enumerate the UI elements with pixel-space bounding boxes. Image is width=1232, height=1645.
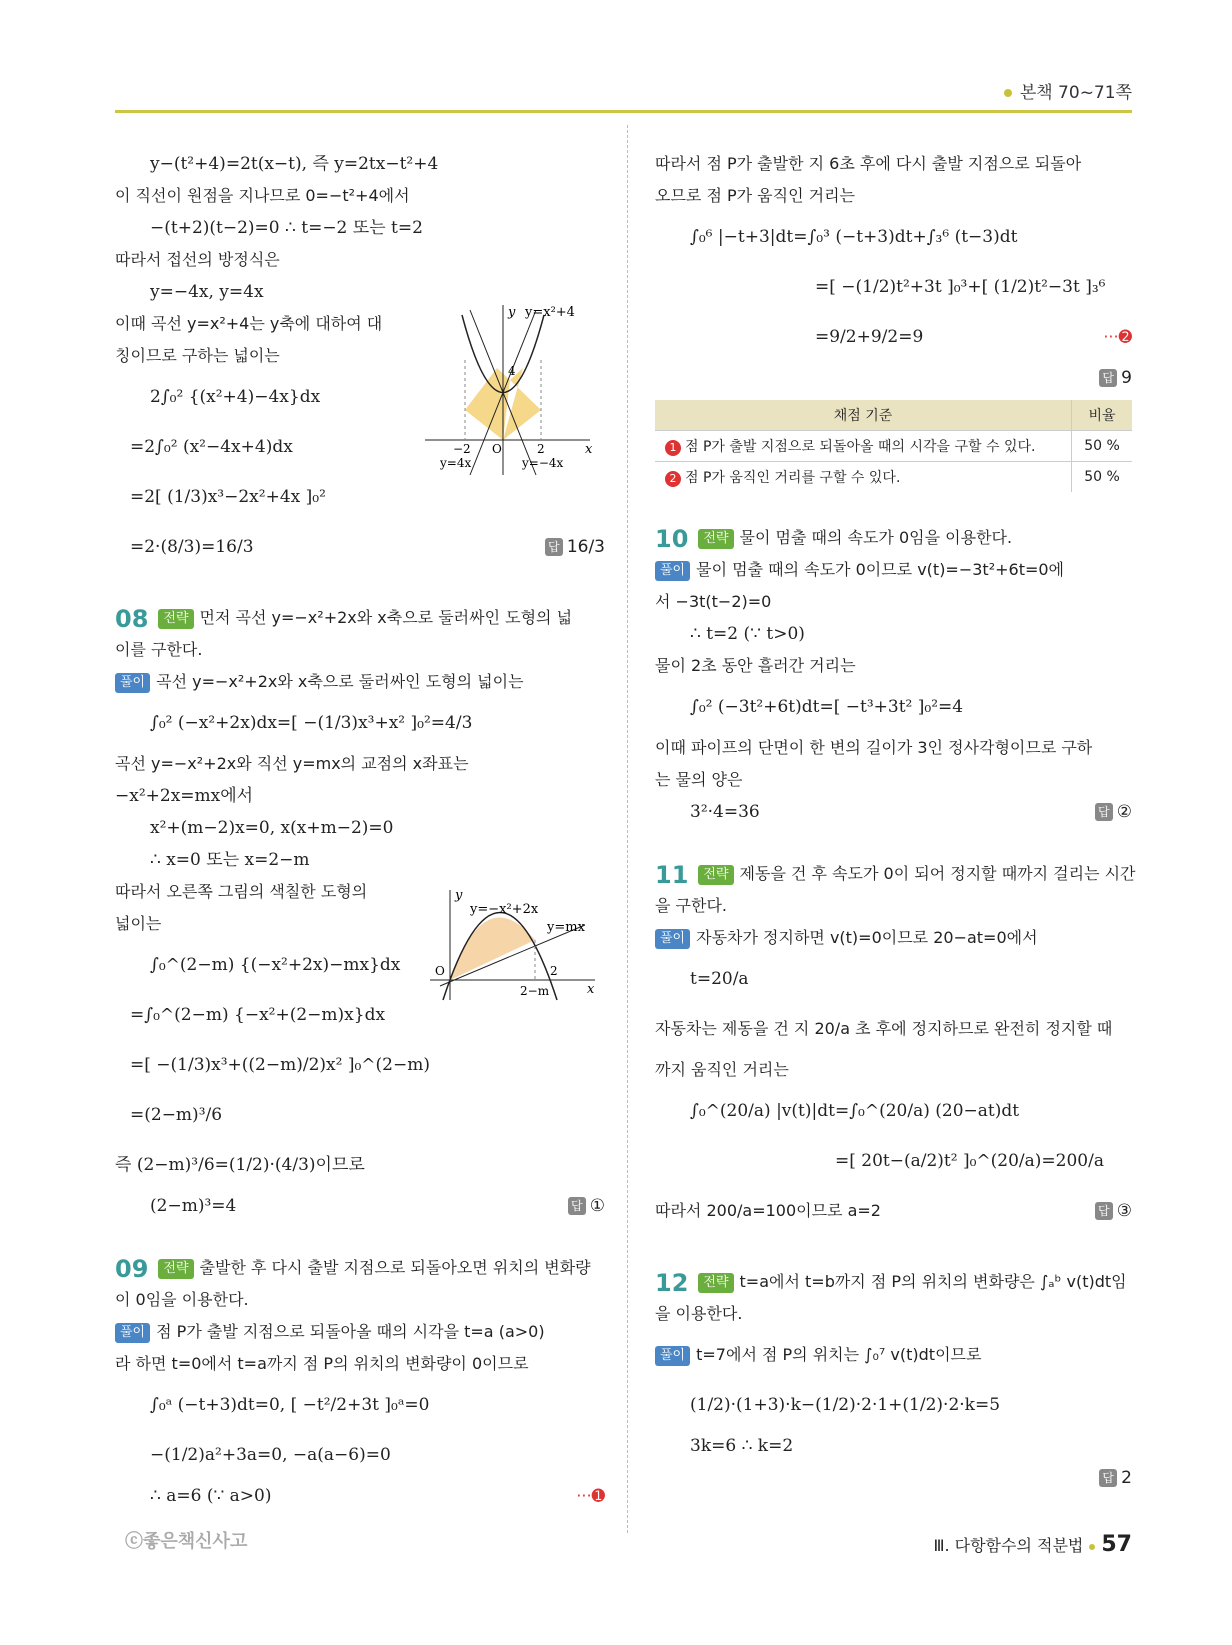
circle-number: 2 xyxy=(665,471,681,487)
text-line: 이 직선이 원점을 지나므로 0=−t²+4에서 xyxy=(115,186,410,205)
page-info xyxy=(933,1532,1132,1557)
curve-label: y=−x²+2x xyxy=(470,902,539,917)
text-line: 곡선 y=−x²+2x와 직선 y=mx의 교점의 x좌표는 xyxy=(115,754,469,773)
answer xyxy=(568,1190,605,1222)
line-label: y=mx xyxy=(547,920,585,935)
answer-badge: 답 xyxy=(1095,1202,1113,1220)
y-label: y xyxy=(508,305,516,320)
problem-11-strategy xyxy=(655,858,1136,890)
solution-text: 곡선 y=−x²+2x와 x축으로 둘러싸인 도형의 넓이는 xyxy=(156,672,524,691)
step-marker: ···➋ xyxy=(1103,327,1132,346)
text-line: 라 하면 t=0에서 t=a까지 점 P의 위치의 변화량이 0이므로 xyxy=(115,1354,529,1373)
math-line: ∴ t=2 (∵ t>0) xyxy=(690,624,805,644)
strategy-text: 출발한 후 다시 출발 지점으로 되돌아오면 위치의 변화량 xyxy=(199,1258,591,1277)
tick-label: 4 xyxy=(508,364,516,378)
answer-value: 16/3 xyxy=(566,537,605,557)
math-line: =[ −(1/3)x³+((2−m)/2)x² ]₀^(2−m) xyxy=(130,1055,430,1075)
x-label: x xyxy=(587,982,595,997)
answer-value: 2 xyxy=(1121,1468,1132,1488)
math-line: =[ −(1/2)t²+3t ]₀³+[ (1/2)t²−3t ]₃⁶ xyxy=(815,277,1106,297)
strategy-tag: 전략 xyxy=(698,865,733,885)
strategy-text-cont: 이 0임을 이용한다. xyxy=(115,1290,249,1309)
strategy-text: 먼저 곡선 y=−x²+2x와 x축으로 둘러싸인 도형의 넓 xyxy=(199,608,573,627)
math-line xyxy=(115,1190,605,1222)
strategy-text-cont: 을 이용한다. xyxy=(655,1304,743,1323)
tick-label: O xyxy=(435,964,445,978)
text-line: 는 물의 양은 xyxy=(655,770,743,789)
text-line: 물이 2초 동안 흘러간 거리는 xyxy=(655,656,856,675)
solution-tag: 풀이 xyxy=(655,1346,690,1366)
criteria-text: 점 P가 움직인 거리를 구할 수 있다. xyxy=(685,470,901,486)
answer xyxy=(545,522,605,572)
solution-text: t=7에서 점 P의 위치는 ∫₀⁷ v(t)dt이므로 xyxy=(696,1345,982,1364)
solution-text: 물이 멈출 때의 속도가 0이므로 v(t)=−3t²+6t=0에 xyxy=(696,560,1065,579)
solution-text: 점 P가 출발 지점으로 되돌아올 때의 시각을 t=a (a>0) xyxy=(156,1322,545,1341)
math-line: x²+(m−2)x=0, x(x+m−2)=0 xyxy=(150,818,394,838)
problem-number: 12 xyxy=(655,1268,689,1297)
bullet-icon xyxy=(1004,89,1012,97)
problem-09-strategy xyxy=(115,1252,605,1284)
tick-label: 2 xyxy=(537,442,545,456)
strategy-text-cont: 을 구한다. xyxy=(655,896,727,915)
math-line: =∫₀^(2−m) {−x²+(2−m)x}dx xyxy=(130,1005,386,1025)
math-line: (1/2)·(1+3)·k−(1/2)·2·1+(1/2)·2·k=5 xyxy=(690,1395,1001,1415)
page-number: 57 xyxy=(1101,1532,1132,1557)
answer xyxy=(1099,362,1132,394)
solution-text: 자동차가 정지하면 v(t)=0이므로 20−at=0에서 xyxy=(696,928,1038,947)
text-line: 따라서 점 P가 출발한 지 6초 후에 다시 출발 지점으로 되돌아 xyxy=(655,154,1082,173)
text-line: 넓이는 xyxy=(115,914,162,933)
solution-line xyxy=(115,1316,605,1348)
answer-badge: 답 xyxy=(1099,369,1117,387)
circle-number: 1 xyxy=(665,440,681,456)
answer xyxy=(1095,1186,1132,1236)
solution-line xyxy=(655,922,1132,954)
x-label: x xyxy=(585,442,593,457)
tick-label: −2 xyxy=(453,442,471,456)
problem-12-strategy xyxy=(655,1266,1132,1298)
answer-value: ① xyxy=(589,1196,605,1216)
math-line xyxy=(655,796,1132,828)
curve-label: y=x²+4 xyxy=(525,305,575,320)
text-line: 까지 움직인 거리는 xyxy=(655,1060,789,1079)
line-label: y=−4x xyxy=(522,456,564,470)
math-line: y−(t²+4)=2t(x−t), 즉 y=2tx−t²+4 xyxy=(150,154,439,174)
chapter-title: Ⅲ. 다항함수의 적분법 xyxy=(933,1536,1084,1555)
math-line: −(t+2)(t−2)=0 ∴ t=−2 또는 t=2 xyxy=(150,218,423,238)
strategy-text: 제동을 건 후 속도가 0이 되어 정지할 때까지 걸리는 시간 xyxy=(739,864,1136,883)
math-line: =(2−m)³/6 xyxy=(130,1105,223,1125)
solution-tag: 풀이 xyxy=(655,929,690,949)
text-line: 오므로 점 P가 움직인 거리는 xyxy=(655,186,856,205)
math-line: ∫₀^(20/a) |v(t)|dt=∫₀^(20/a) (20−at)dt xyxy=(690,1101,1020,1121)
answer-badge: 답 xyxy=(545,538,563,556)
solution-line xyxy=(655,1330,1132,1380)
answer xyxy=(1095,796,1132,828)
strategy-text: 물이 멈출 때의 속도가 0임을 이용한다. xyxy=(739,528,1013,547)
math-line: ∫₀ᵃ (−t+3)dt=0, [ −t²/2+3t ]₀ᵃ=0 xyxy=(150,1395,430,1415)
answer-badge: 답 xyxy=(1099,1469,1117,1487)
bullet-icon xyxy=(1089,1544,1095,1550)
answer-value: ③ xyxy=(1116,1201,1132,1221)
math-line: −(1/2)a²+3a=0, −a(a−6)=0 xyxy=(150,1445,391,1465)
grading-criteria-table xyxy=(655,400,1132,492)
math-line: ∫₀⁶ |−t+3|dt=∫₀³ (−t+3)dt+∫₃⁶ (t−3)dt xyxy=(690,227,1018,247)
step-marker: ···➊ xyxy=(576,1486,605,1505)
answer-value: ② xyxy=(1116,802,1132,822)
problem-number: 08 xyxy=(115,604,149,633)
tick-label: O xyxy=(492,442,502,456)
page-header xyxy=(1004,78,1132,103)
text-line: 이때 곡선 y=x²+4는 y축에 대하여 대 xyxy=(115,314,383,333)
problem-number: 10 xyxy=(655,524,689,553)
math-line xyxy=(655,312,1132,362)
solution-line xyxy=(655,554,1132,586)
math-line xyxy=(115,1480,605,1512)
header-rule xyxy=(115,110,1132,113)
right-column xyxy=(655,148,1136,1494)
math-line: =2∫₀² (x²−4x+4)dx xyxy=(130,437,293,457)
strategy-tag: 전략 xyxy=(698,529,733,549)
text-line: 자동차는 제동을 건 지 20/a 초 후에 정지하므로 완전히 정지할 때 xyxy=(655,1019,1113,1038)
criteria-header: 채점 기준 xyxy=(655,400,1072,431)
answer xyxy=(1099,1462,1132,1494)
problem-number: 11 xyxy=(655,860,689,889)
text-line xyxy=(655,1186,1132,1236)
math-line: t=20/a xyxy=(690,969,749,989)
problem-10-strategy xyxy=(655,522,1132,554)
answer-line xyxy=(655,362,1132,394)
math-text: =9/2+9/2=9 xyxy=(815,327,924,347)
math-text: ∴ a=6 (∵ a>0) xyxy=(150,1486,272,1506)
math-line: 3k=6 ∴ k=2 xyxy=(690,1436,794,1456)
answer-badge: 답 xyxy=(1095,803,1113,821)
math-line: ∫₀^(2−m) {(−x²+2x)−mx}dx xyxy=(150,955,401,975)
text-line: 따라서 접선의 방정식은 xyxy=(115,250,280,269)
header-ref: 본책 70~71쪽 xyxy=(1019,83,1132,103)
area-figure xyxy=(425,885,600,1005)
criteria-text: 점 P가 출발 지점으로 되돌아올 때의 시각을 구할 수 있다. xyxy=(685,439,1036,455)
text-line: 칭이므로 구하는 넓이는 xyxy=(115,346,280,365)
table-row xyxy=(655,431,1132,462)
ratio-value: 50 % xyxy=(1072,462,1133,493)
solution-tag: 풀이 xyxy=(115,1323,150,1343)
answer-value: 9 xyxy=(1121,368,1132,388)
publisher-logo: ⓒ좋은책신사고 xyxy=(125,1531,248,1552)
ratio-value: 50 % xyxy=(1072,431,1133,462)
math-line: =[ 20t−(a/2)t² ]₀^(20/a)=200/a xyxy=(835,1151,1104,1171)
math-line: 즉 (2−m)³/6=(1/2)·(4/3)이므로 xyxy=(115,1155,365,1175)
solution-line xyxy=(115,666,605,698)
ratio-header: 비율 xyxy=(1072,400,1133,431)
math-line: ∴ x=0 또는 x=2−m xyxy=(150,850,310,870)
strategy-tag: 전략 xyxy=(158,1259,193,1279)
problem-number: 09 xyxy=(115,1254,149,1283)
math-line xyxy=(115,522,605,572)
math-line: ∫₀² (−x²+2x)dx=[ −(1/3)x³+x² ]₀²=4/3 xyxy=(150,713,473,733)
line-label: y=4x xyxy=(440,456,472,470)
math-text: 3²·4=36 xyxy=(690,802,760,822)
math-line: y=−4x, y=4x xyxy=(150,282,264,302)
answer-line xyxy=(655,1462,1132,1494)
strategy-tag: 전략 xyxy=(698,1273,733,1293)
tick-label: 2 xyxy=(550,964,558,978)
answer-badge: 답 xyxy=(568,1197,586,1215)
column-divider xyxy=(627,125,628,1533)
y-label: y xyxy=(455,888,463,903)
math-text: (2−m)³=4 xyxy=(150,1196,237,1216)
solution-tag: 풀이 xyxy=(655,561,690,581)
problem-08-strategy xyxy=(115,602,605,634)
math-text: =2·(8/3)=16/3 xyxy=(130,537,254,557)
math-line: −x²+2x=mx에서 xyxy=(115,786,254,806)
math-line: =2[ (1/3)x³−2x²+4x ]₀² xyxy=(130,487,326,507)
math-text: 따라서 200/a=100이므로 a=2 xyxy=(655,1201,881,1220)
math-line: 2∫₀² {(x²+4)−4x}dx xyxy=(150,387,321,407)
math-line: ∫₀² (−3t²+6t)dt=[ −t³+3t² ]₀²=4 xyxy=(690,697,964,717)
strategy-tag: 전략 xyxy=(158,609,193,629)
tangent-figure xyxy=(420,300,600,480)
text-line: 따라서 오른쪽 그림의 색칠한 도형의 xyxy=(115,882,368,901)
strategy-text-cont: 이를 구한다. xyxy=(115,640,203,659)
strategy-text: t=a에서 t=b까지 점 P의 위치의 변화량은 ∫ₐᵇ v(t)dt임 xyxy=(739,1272,1127,1291)
text-line: 서 −3t(t−2)=0 xyxy=(655,592,772,611)
solution-tag: 풀이 xyxy=(115,673,150,693)
table-row xyxy=(655,462,1132,493)
text-line: 이때 파이프의 단면이 한 변의 길이가 3인 정사각형이므로 구하 xyxy=(655,738,1093,757)
tick-label: 2−m xyxy=(520,984,550,998)
